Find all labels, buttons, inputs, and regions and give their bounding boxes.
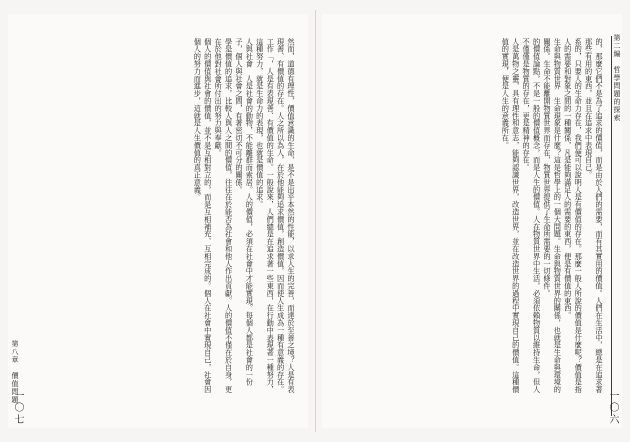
left-page-number: 一〇七 — [12, 390, 23, 426]
left-paragraph: 然而，道德有理性，價值意識的生命，是不是出乎本然的性能，以求人生的完善，而達於至善之境？人是有表現善、有價值的存在。人之所以為人，在於他能夠追求價值，創造價值，因而使人生成為一種有意義的存在。 — [276, 38, 296, 394]
right-paragraph: 的，那麼它們不是為了追求的價值，而是由於人們的需要，而有其實用的價值。人們在生活中，總是在追求著那些有用的東西，並且在追求中表現自己。 — [584, 38, 604, 394]
right-running-head: 第二編 哲學問題的探索 — [613, 34, 621, 122]
right-paragraph: 系的，只要人的生命力存在，我們便可以說明人是有價值的存在。那麼一般人所說的價值是什麼呢？價值是指人的需要和對象之間的一種關係，凡是能夠滿足人的需要的東西，便是有價值的東西。 — [563, 38, 584, 394]
left-paragraph: 學是價值的追求，比較人與人之間的價值，往往在於能否為社會和他人作出貢獻。人的價值不僅在於自身，更在於他對社會所付出的努力與奉獻。 — [214, 38, 234, 394]
right-paragraph: 人是萬物之靈，具有理性和意志，能夠認識世界，改造世界，並在改造世界的過程中實現自己的價值。這種價值的實現，便是人生的意義所在。 — [501, 38, 521, 394]
right-page — [322, 14, 622, 428]
right-page-number: 一〇六 — [607, 390, 618, 426]
left-paragraph: 人與社會 人是社會的動物，不能離群而索居。人的價值，必須在社會中才能實現。每個人都是社會的一份子，個人與社會之間，有著密切不可分的關係。 — [234, 38, 255, 386]
right-paragraph: 的價值論點，不是一般的價值概念，而是人生的價值。人在物質世界中生活，必須依賴物質以維持生命，但人不僅僅是物質的存在，更是精神的存在。 — [522, 38, 542, 394]
book-gutter — [315, 10, 316, 432]
left-paragraph: 個人的價值與社會的價值，並不是互相對立的，而是互相補充、互相完成的。個人在社會中實現自己，社會因個人的努力而進步，這就是人生價值的真正意義。 — [193, 38, 213, 394]
left-running-head: 第八章 價值問題 — [11, 340, 19, 404]
right-page-body — [340, 30, 604, 400]
left-page — [8, 14, 308, 428]
left-paragraph: 工作「，人是有表現善、有價值的生命。一般說來，人們總是在追求著一些東西，在行動中表現著一種努力，這種努力，就是生命力的表現，也就是價值的追求。 — [255, 38, 276, 394]
right-paragraph: 生命與物質世界 生命現象是什麼？這是哲學上的一個大問題。生命與物質世界的關係，也就是生命與環境的關係。生命不能離開物質世界而存在，物質世界提供了生命所需要的一切條件。 — [542, 38, 563, 394]
left-page-body — [20, 30, 296, 400]
